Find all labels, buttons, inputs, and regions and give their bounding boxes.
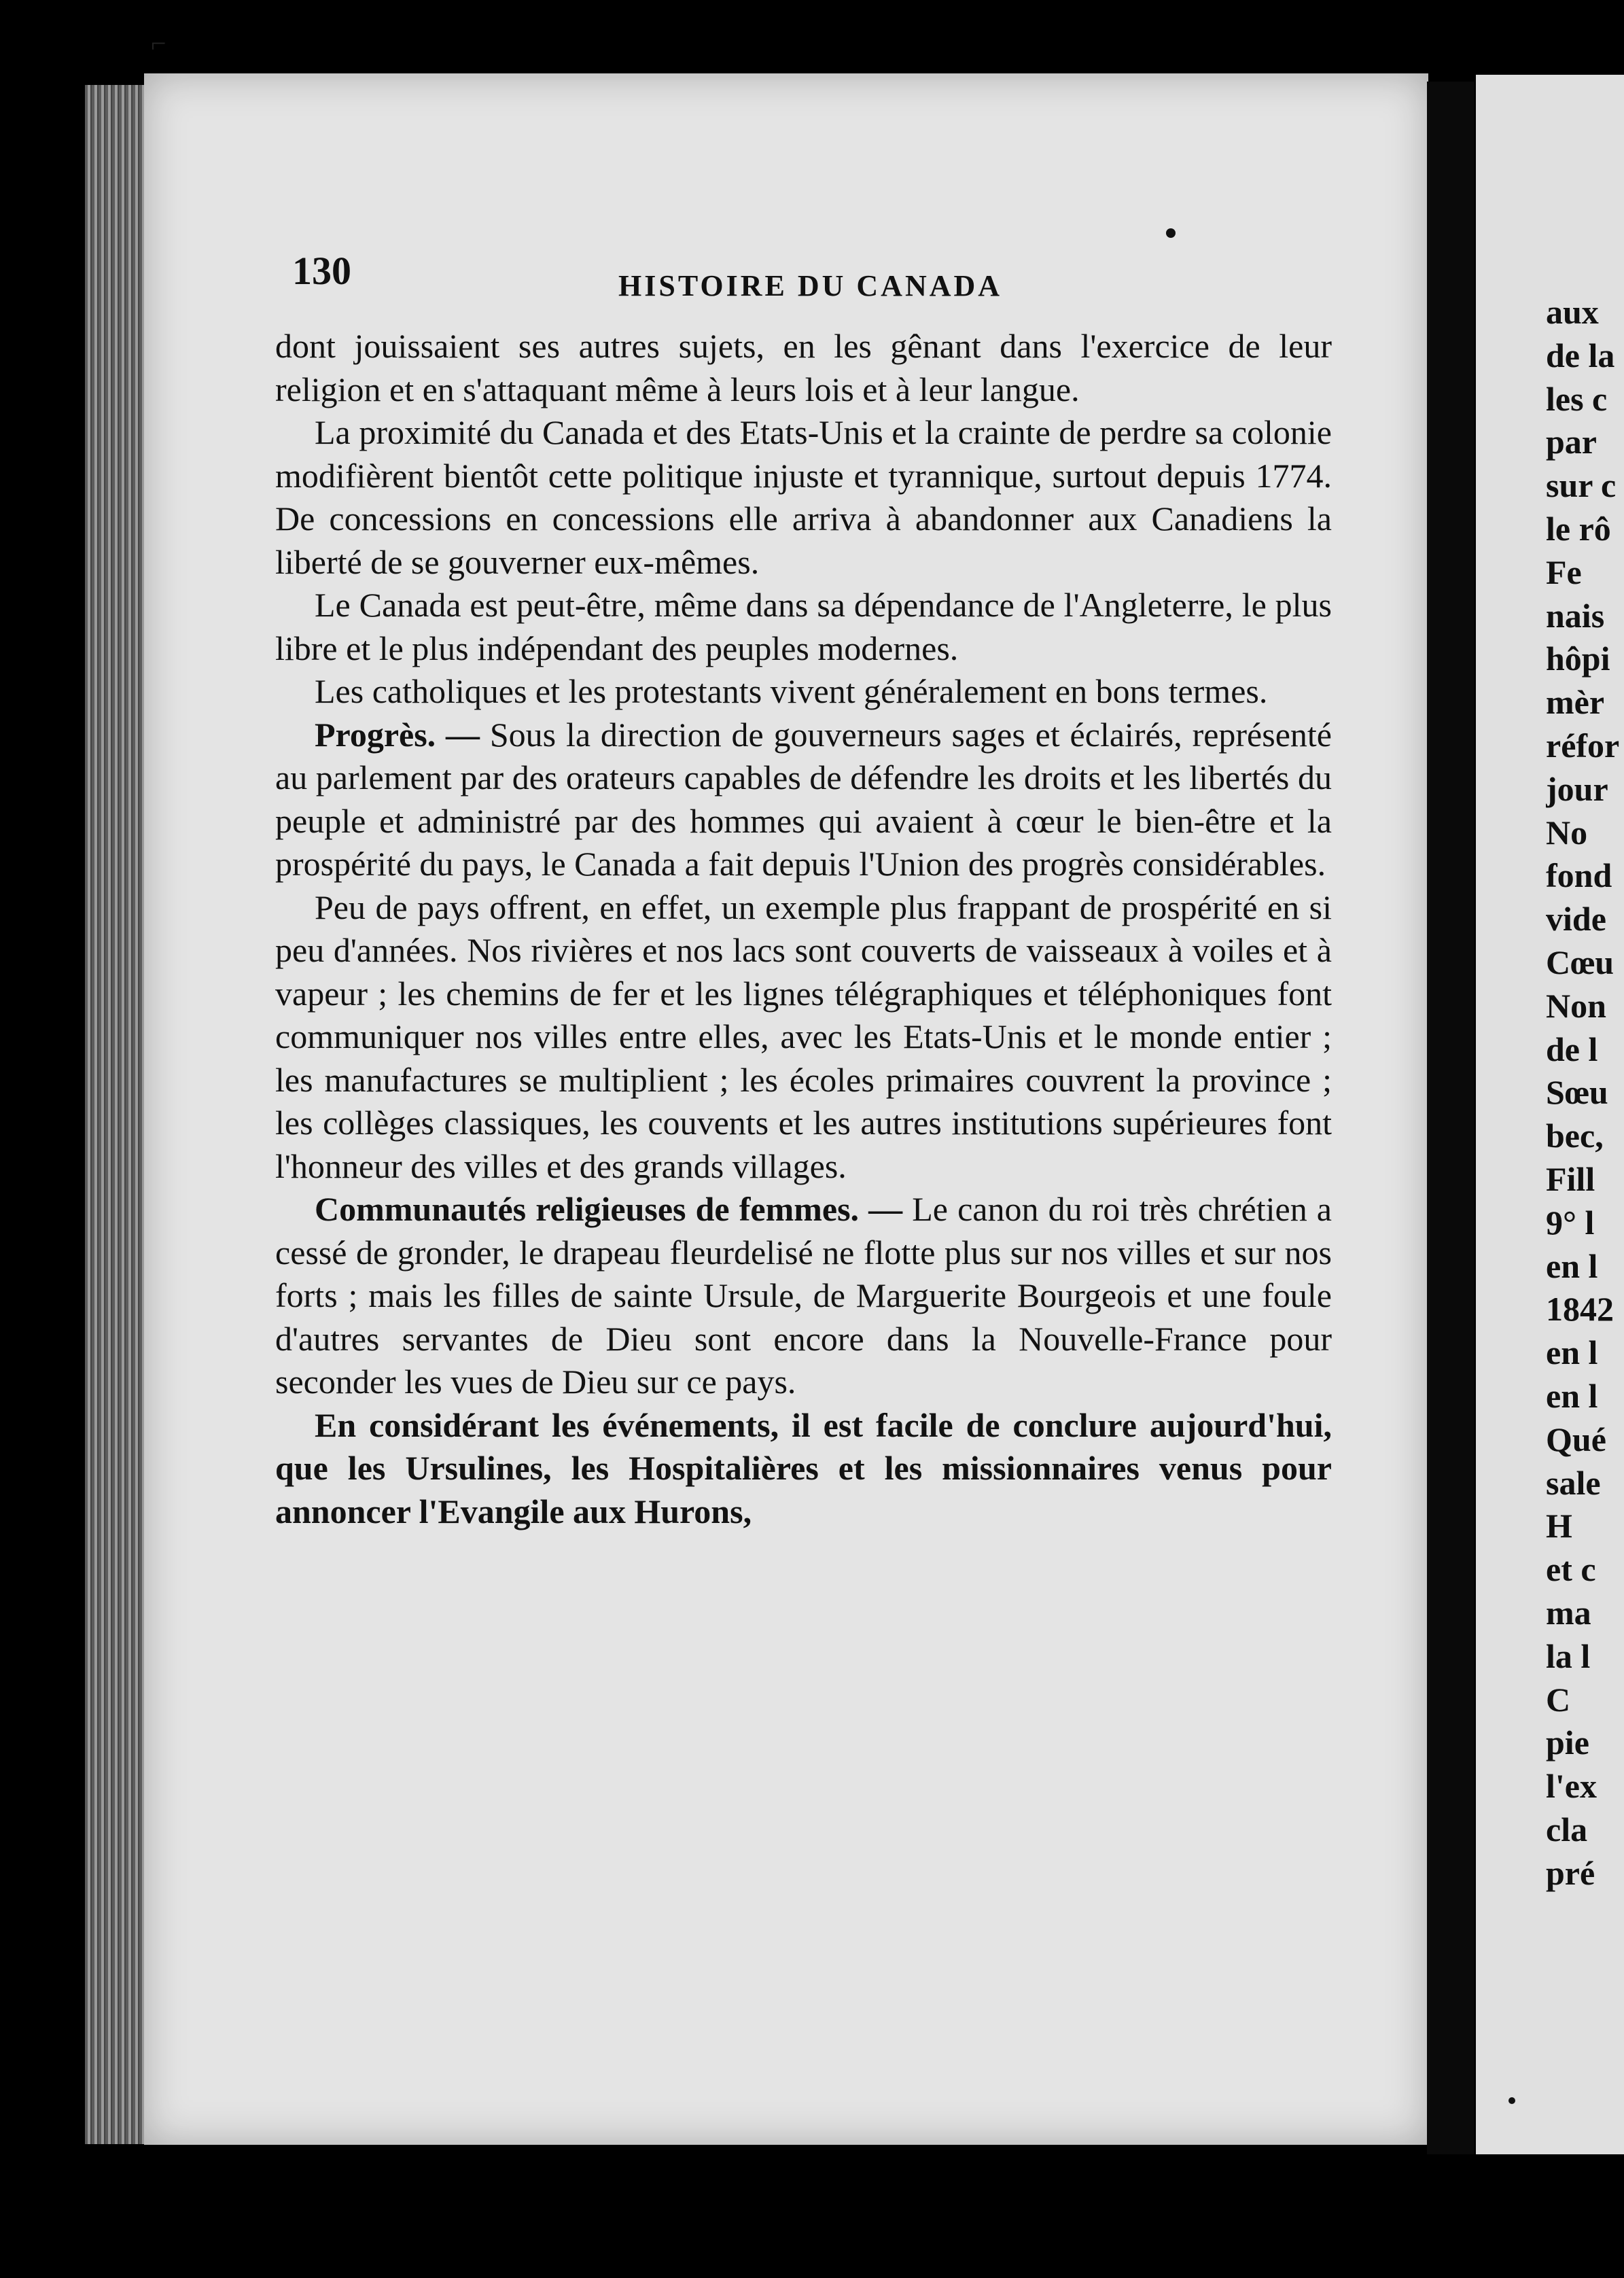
facing-page-line: sur c: [1546, 466, 1617, 505]
facing-page-line: en l: [1546, 1333, 1598, 1372]
facing-page-line: le rô: [1546, 509, 1611, 548]
facing-page-line: la l: [1546, 1636, 1591, 1675]
body-text: [275, 325, 1332, 1533]
page-header: [292, 248, 1352, 302]
facing-page-line: et c: [1546, 1550, 1596, 1589]
section-heading: Progrès. —: [315, 715, 480, 754]
facing-page-line: l'ex: [1546, 1767, 1597, 1806]
paragraph: La proximité du Canada et des Etats-Unis et la crainte de perdre sa colonie modifièrent bientôt cette politique injuste et tyrannique, surtout depuis 1774. De concessions en concessions elle arriva à abandonner aux Canadiens la liberté de se gouverner eux-mêmes.: [275, 413, 1332, 581]
facing-page-line: mèr: [1546, 683, 1605, 722]
page-number: 130: [292, 249, 351, 293]
facing-page-line: bec,: [1546, 1117, 1604, 1155]
facing-page-line: ma: [1546, 1593, 1591, 1632]
facing-page-line: nais: [1546, 596, 1605, 635]
paragraph: En considérant les événements, il est facile de conclure aujourd'hui, que les Ursulines, les Hospitalières et les missionnaires venus pour annoncer l'Evangile aux Hurons,: [275, 1405, 1332, 1530]
paragraph: Communautés religieuses de femmes. — Le canon du roi très chrétien a cessé de gronder, le drapeau fleurdelisé ne flotte plus sur nos villes et sur nos forts ; mais les filles de sainte Ursule, de Marguerite Bourgeois et une foule d'autres servantes de Dieu sont encore dans la Nouvelle-France pour seconder les vues de Dieu sur ce pays.: [275, 1190, 1332, 1401]
facing-page-line: Non: [1546, 986, 1606, 1025]
facing-page-line: en l: [1546, 1246, 1598, 1285]
facing-page-line: pie: [1546, 1723, 1589, 1762]
ink-speck: [1508, 2097, 1515, 2104]
facing-page-line: C: [1546, 1680, 1571, 1719]
facing-page-line: de la: [1546, 336, 1615, 374]
facing-page-line: 1842: [1546, 1290, 1614, 1329]
paragraph: Progrès. — Sous la direction de gouverneurs sages et éclairés, représenté au parlement par des orateurs capables de défendre les droits et les libertés du peuple et administré par des hommes qui avaient à cœur le bien-être et la prospérité du pays, le Canada a fait depuis l'Union des progrès considérables.: [275, 715, 1332, 883]
facing-page-line: No: [1546, 813, 1588, 852]
scan-artifact: ⌐: [151, 28, 166, 58]
paragraph: dont jouissaient ses autres sujets, en les gênant dans l'exercice de leur religion et en s'attaquant même à leurs lois et à leur langue.: [275, 327, 1332, 408]
facing-page-line: aux: [1546, 293, 1599, 331]
facing-page-line: hôpi: [1546, 639, 1610, 678]
facing-page-line: Fe: [1546, 553, 1582, 591]
facing-page-text: [1546, 291, 1624, 1895]
facing-page-line: en l: [1546, 1376, 1598, 1415]
facing-page-line: Qué: [1546, 1420, 1606, 1458]
facing-page-line: les c: [1546, 379, 1608, 418]
facing-page-line: par: [1546, 423, 1597, 461]
paragraph: Les catholiques et les protestants vivent généralement en bons termes.: [315, 672, 1268, 710]
section-heading: Communautés religieuses de femmes. —: [315, 1190, 903, 1228]
facing-page-line: 9° l: [1546, 1203, 1595, 1242]
page-stack-edge: [85, 85, 146, 2144]
paragraph: Peu de pays offrent, en effet, un exemple plus frappant de prospérité en si peu d'années. Nos rivières et nos lacs sont couverts de vaisseaux à voiles et à vapeur ; les chemins de fer et les lignes télégraphiques et téléphoniques font communiquer nos villes entre elles, avec les Etats-Unis et le monde entier ; les manufactures se multiplient ; les écoles primaires couvrent la province ; les collèges classiques, les couvents et les autres institutions supérieures font l'honneur des villes et des grands villages.: [275, 888, 1332, 1185]
facing-page-line: vide: [1546, 900, 1606, 939]
paragraph: Le Canada est peut-être, même dans sa dépendance de l'Angleterre, le plus libre et le plus indépendant des peuples modernes.: [275, 586, 1332, 667]
facing-page-line: Fill: [1546, 1159, 1595, 1198]
facing-page-line: de l: [1546, 1030, 1598, 1068]
facing-page-line: sale: [1546, 1463, 1601, 1502]
facing-page-line: cla: [1546, 1810, 1588, 1848]
ink-speck: [1166, 228, 1176, 238]
running-title: HISTOIRE DU CANADA: [618, 269, 1003, 302]
facing-page-line: Sœu: [1546, 1073, 1608, 1112]
facing-page-line: H: [1546, 1507, 1572, 1545]
facing-page-line: pré: [1546, 1853, 1595, 1892]
facing-page-line: jour: [1546, 769, 1608, 808]
facing-page-line: réfor: [1546, 726, 1620, 765]
facing-page-line: fond: [1546, 856, 1612, 895]
facing-page-line: Cœu: [1546, 943, 1614, 981]
book-gutter: [1427, 82, 1475, 2154]
